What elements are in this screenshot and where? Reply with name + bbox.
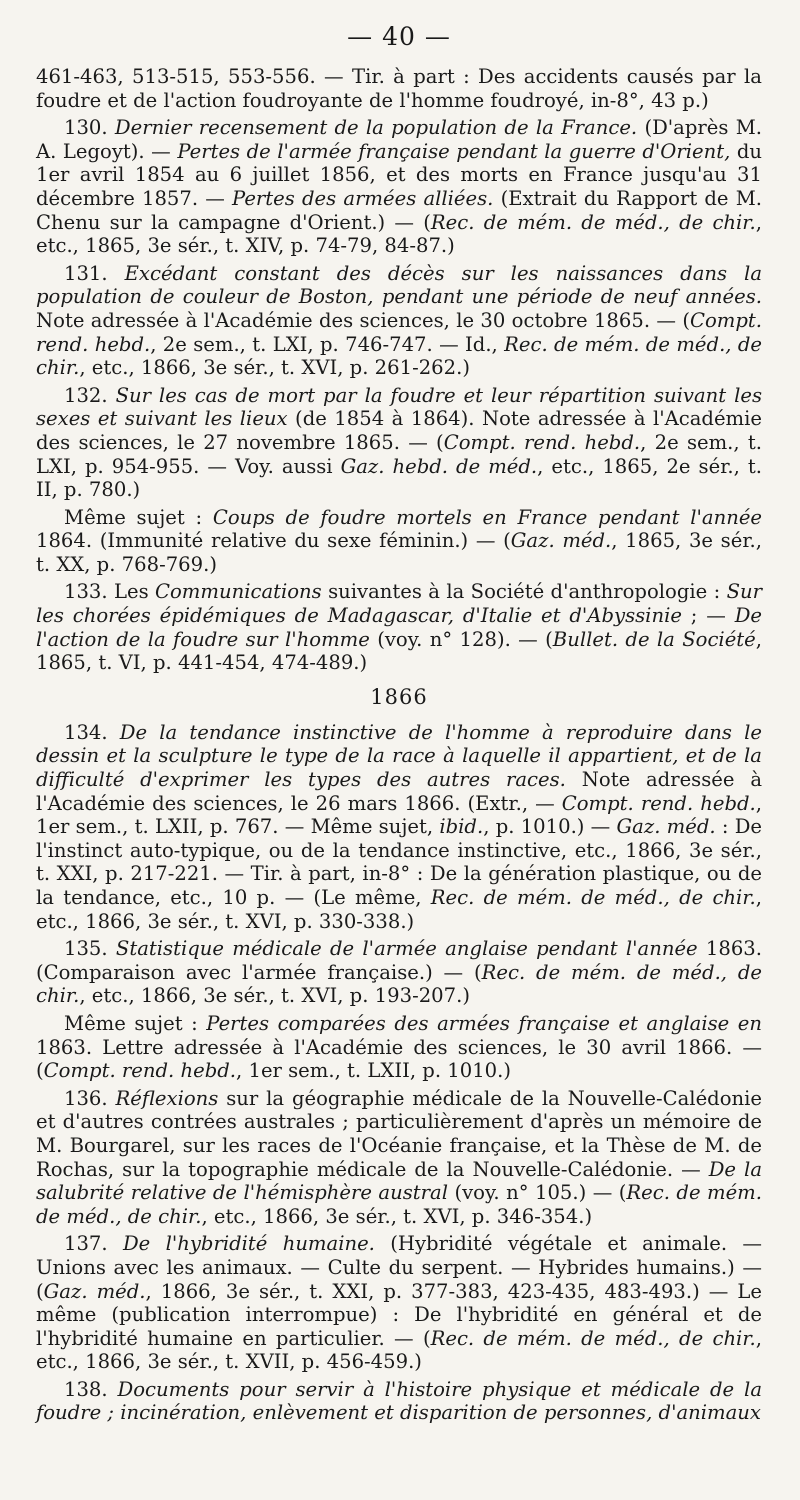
entry-text: , etc., 1865, 3e sér., t. XIV, p. 74-79, 84-87.) [36, 210, 762, 258]
entry-text: (voy. n° 128). — ( [369, 627, 553, 651]
entry-text: ; — [681, 604, 735, 628]
entry-title-italic: Réflexions [115, 1086, 219, 1110]
entry-text: , 1er sem., t. LXII, p. 1010.) [236, 1059, 512, 1083]
entry-text: suivantes à la Société d'anthropologie : [321, 580, 727, 604]
entry-title-italic: Pertes comparées des armées française et anglaise en [206, 1011, 762, 1035]
entry-title-italic: Compt. rend. hebd. [36, 308, 762, 356]
bibliography-entry-136 [36, 1087, 762, 1229]
entry-text: 1863. Lettre adressée à l'Académie des sciences, le 30 avril 1866. — ( [36, 1035, 762, 1083]
entry-text: 461-463, 513-515, 553-556. — Tir. à part : Des accidents causés par la foudre et de l'action foudroyante de l'homme foudroyé, in-8°, 43 p.) [36, 65, 762, 112]
entry-text: : De l'instinct auto-typique, ou de la tendance instinctive, etc., 1866, 3e sér., t. XXI, p. 217-221. — Tir. à part, in-8° : De la génération plastique, ou de la tendance, etc., 10 p. — (Le même, [36, 815, 763, 909]
entry-text: 131. [64, 261, 125, 285]
entry-text: , 1865, t. VI, p. 441-454, 474-489.) [36, 627, 762, 675]
entry-title-italic: Gaz. méd. [43, 1279, 146, 1303]
entry-text: , p. 1010.) — [483, 815, 617, 839]
bibliography-entry-133 [36, 580, 762, 674]
entry-text: Note adressée à l'Académie des sciences, le 30 octobre 1865. — ( [36, 308, 690, 332]
entry-text: 138. [64, 1377, 118, 1401]
entry-title-italic: Bullet. de la Société [552, 627, 756, 651]
entry-text: 130. [64, 116, 115, 140]
entry-title-italic: Coups de foudre mortels en France pendant l'année [212, 505, 763, 529]
bibliography-entry-131 [36, 262, 762, 380]
entry-title-italic: Dernier recensement de la population de la France. [114, 116, 638, 140]
entry-text: , etc., 1866, 3e sér., t. XVII, p. 456-459.) [36, 1326, 763, 1374]
entry-title-italic: Gaz. méd. [616, 815, 716, 839]
entry-text: du 1er avril 1854 au 6 juillet 1856, et des morts en France jusqu'au 31 décembre 1857. — [36, 139, 762, 210]
bibliography-entry-cont [36, 65, 762, 112]
entry-title-italic: Documents pour servir à l'histoire physique et médicale de la foudre ; incinération, enlèvement et disparition de personnes, d'animaux [36, 1377, 762, 1425]
entry-title-italic: Compt. rend. hebd. [561, 791, 756, 815]
entry-text: 136. [64, 1086, 116, 1110]
entry-text: , 1866, 3e sér., t. XXI, p. 377-383, 423-435, 483-493.) — Le même (publication interrompue) : De l'hybridité en général et de l'hybridité humaine en particulier. — ( [36, 1279, 762, 1350]
entry-title-italic: Compt. rend. hebd. [43, 1059, 237, 1083]
entry-title-italic: Pertes de l'armée française pendant la guerre d'Orient, [177, 139, 731, 163]
entry-title-italic: De l'action de la foudre sur l'homme [36, 604, 762, 651]
entry-text: , 1865, 3e sér., t. XX, p. 768-769.) [36, 529, 762, 576]
entry-title-italic: Excédant constant des décès sur les naissances dans la population de couleur de Boston, pendant une période de neuf années. [36, 261, 763, 309]
entry-title-italic: Compt. rend. hebd. [443, 430, 641, 454]
entry-text: , etc., 1866, 3e sér., t. XVI, p. 330-338.) [36, 886, 762, 933]
entry-title-italic: Pertes des armées alliées. [232, 186, 494, 210]
entry-text: (Hybridité végétale et animale. — Unions avec les animaux. — Culte du serpent. — Hybrides humains.) — ( [36, 1232, 762, 1303]
year-heading: 1866 [370, 684, 428, 709]
entry-title-italic: De la salubrité relative de l'hémisphère austral [36, 1157, 763, 1205]
entry-text: , 2e sem., t. LXI, p. 746-747. — Id., [150, 332, 505, 356]
entry-title-italic: Rec. de mém. de méd., de chir. [430, 210, 756, 234]
entry-text: 134. [64, 720, 120, 744]
entry-title-italic: Sur les cas de mort par la foudre et leur répartition suivant les sexes et suivant les lieux [36, 383, 762, 431]
entry-text: , 2e sem., t. LXI, p. 954-955. — Voy. aussi [36, 430, 762, 478]
entry-title-italic: Gaz. méd. [510, 529, 612, 553]
bibliography-entry-130 [36, 116, 762, 258]
entry-title-italic: ibid. [439, 815, 484, 839]
entry-text: 1864. (Immunité relative du sexe féminin.) — ( [36, 529, 511, 553]
entry-text: Même sujet : [64, 1011, 207, 1035]
entry-title-italic: Communications [155, 580, 322, 604]
entry-title-italic: Rec. de mém. de méd., de chir. [36, 332, 763, 380]
bibliography-entry-134 [36, 721, 762, 933]
bibliography-entry-132 [36, 384, 762, 502]
entry-text: (voy. n° 105.) — ( [447, 1181, 627, 1205]
entry-text: , etc., 1866, 3e sér., t. XVI, p. 193-207.) [79, 984, 470, 1008]
entry-text: Note adressée à l'Académie des sciences, le 26 mars 1866. (Extr., — [36, 768, 762, 815]
entry-title-italic: Sur les chorées épidémiques de Madagascar, d'Italie et d'Abyssinie [36, 580, 762, 628]
entry-title-italic: De la tendance instinctive de l'homme à reproduire dans le dessin et la sculpture le type de la race à laquelle il appartient, et de la difficulté d'exprimer les types des autres races. [36, 720, 762, 792]
entry-title-italic: Rec. de mém. de méd., de chir. [430, 886, 756, 909]
entry-text: Même sujet : [64, 505, 213, 529]
entry-text: sur la géographie médicale de la Nouvelle-Calédonie et d'autres contrées australes ; particulièrement d'après un mémoire de M. Bourgarel, sur les races de l'Océanie française, et la Thèse de M. de Rochas, sur la topographie médicale de la Nouvelle-Calédonie. — [36, 1086, 762, 1181]
entry-text: (D'après M. A. Legoyt). — [36, 116, 763, 163]
bibliography-list [36, 65, 762, 1425]
bibliography-entry-137 [36, 1232, 762, 1374]
entry-text: , etc., 1866, 3e sér., t. XVI, p. 261-262.) [79, 356, 470, 380]
page-number: — 40 — [347, 22, 451, 51]
entry-text: 137. [64, 1232, 123, 1256]
entry-title-italic: Rec. de mém. de méd., de chir. [430, 1326, 756, 1350]
entry-title-italic: Gaz. hebd. de méd. [340, 454, 538, 478]
entry-text: 132. [64, 383, 116, 407]
bibliography-entry-132b [36, 506, 762, 577]
entry-text: 133. Les [64, 580, 156, 604]
bibliography-entry-138 [36, 1378, 762, 1425]
bibliography-entry-135 [36, 937, 762, 1008]
entry-title-italic: Rec. de mém. de méd., de chir. [36, 1181, 762, 1228]
entry-text: , 1er sem., t. LXII, p. 767. — Même sujet, [36, 791, 762, 839]
entry-text: (Extrait du Rapport de M. Chenu sur la campagne d'Orient.) — ( [36, 186, 762, 234]
entry-text: 135. [64, 937, 116, 961]
entry-text: (de 1854 à 1864). Note adressée à l'Académie des sciences, le 27 novembre 1865. — ( [36, 407, 762, 454]
entry-title-italic: Statistique médicale de l'armée anglaise pendant l'année [115, 937, 698, 961]
bibliography-entry-135b [36, 1012, 762, 1083]
entry-title-italic: Rec. de mém. de méd., de chir. [36, 960, 763, 1008]
entry-title-italic: De l'hybridité humaine. [122, 1232, 375, 1256]
entry-text: , etc., 1866, 3e sér., t. XVI, p. 346-354.) [201, 1204, 593, 1228]
entry-text: 1863. (Comparaison avec l'armée française.) — ( [36, 937, 762, 984]
entry-text: , etc., 1865, 2e sér., t. II, p. 780.) [36, 454, 762, 502]
